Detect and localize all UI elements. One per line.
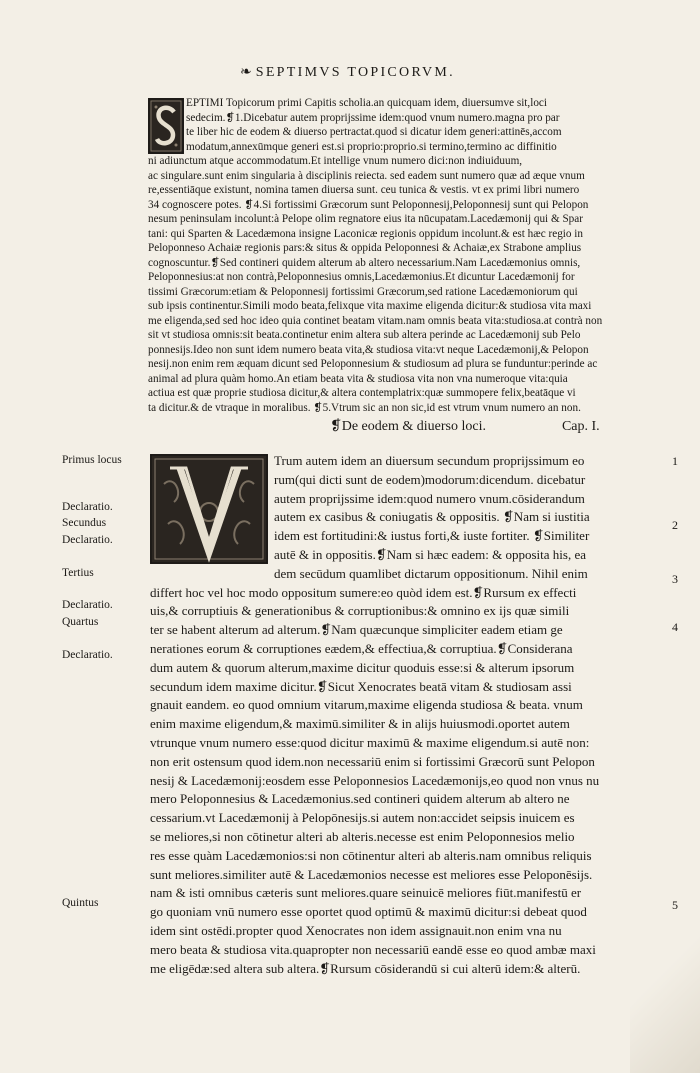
scholia-line: modatum,annexūmque generi est.si proprio:proprio.si termino,termino ac diffinitio <box>186 140 557 153</box>
margin-note: Declaratio. <box>62 501 113 513</box>
body-line: idem sint ostēdi.propter quod Xenocrates non idem assignauit.non enim vna nu <box>150 922 562 938</box>
scholia-line: nesij.non enim rem æquam dicunt sed Peloponnesium & studiosum ad plura se funduntur:perinde ac <box>148 358 598 370</box>
margin-note: Quintus <box>62 897 99 909</box>
body-line: uis,& corruptiuis & generationibus & corruptionibus:& omnino ex ijs quæ simili <box>150 603 570 619</box>
body-line: dum autem & quorum alterum,maxime dicitur quoduis esse:si & alterum ipsorum <box>150 659 575 675</box>
scholia-line: ac singulare.sunt enim singularia à disciplinis reiecta. sed eadem sunt numero quæ ad æque vnum <box>148 169 585 182</box>
margin-note: Primus locus <box>62 454 122 466</box>
body-line: se meliores,si non cōtinetur alteri ab alteris.necesse est enim Peloponnesios melio <box>150 828 575 844</box>
scholia-line: ponnesijs.Ideo non sunt idem numero beata vita,& studiosa vita:vt neque Lacedæmonij,& Pelopon <box>148 343 589 356</box>
body-line: nesij & Lacedæmonij:eosdem esse Peloponnesios Lacedæmonijs,eo quod non vnus nu <box>150 772 600 788</box>
paper-corner-wear <box>630 913 700 1073</box>
body-line: dem secūdum quamlibet dictarum oppositionum. Nihil enim <box>274 565 588 581</box>
margin-note: Declaratio. <box>62 534 113 546</box>
margin-note: Declaratio. <box>62 599 113 611</box>
body-line: mero Peloponnesius & Lacedæmonius.sed contineri quidem alterum ab altero ne <box>150 791 570 807</box>
body-line: differt hoc vel hoc modo oppositum sumere:eo quòd idem est.❡Rursum ex effecti <box>150 584 577 600</box>
scholia-line: cognoscuntur.❡Sed contineri quidem alterum ab altero necessarium.Nam Lacedæmonius omnis, <box>148 256 581 269</box>
scholia-line: Peloponneso Achaiæ regionis pars:& situs & oppida Peloponnesi & Achaiæ,ex Strabone amplius <box>148 242 582 254</box>
locus-number: 4 <box>672 620 678 634</box>
decorated-initial-s <box>148 98 184 154</box>
body-line: idem est fortitudini:& iustus forti,& iuste fortiter. ❡Similiter <box>274 528 590 544</box>
chapter-label: Cap. I. <box>561 419 600 434</box>
scholia-line: sedecim.❡1.Dicebatur autem proprijssime idem:quod vnum numero.magna pro par <box>186 111 560 124</box>
margin-note: Declaratio. <box>62 649 113 661</box>
body-line: autē & in oppositis.❡Nam si hæc eadem: & opposita his, ea <box>274 546 587 562</box>
locus-number: 2 <box>672 518 678 532</box>
section-heading <box>330 418 600 435</box>
body-line: sunt meliores.similiter autē & Lacedæmonios necesse est meliores esse Peloponēsijs. <box>150 866 593 882</box>
margin-note: Tertius <box>62 567 94 579</box>
body-line: autem proprijssime idem:quod numero vnum.cōsiderandum <box>274 490 585 506</box>
body-line: gnauit eandem. eo quod omnium vitarum,maxime eligenda studiosa & beata. vnum <box>150 697 583 713</box>
scholia-line: me eligenda,sed sed hoc ideo quia continet beatam vitam.nam omnis beata vita:studiosa.at contrà non <box>148 314 603 327</box>
body-line: cessarium.vt Lacedæmonij à Pelopōnesijs.si autem non:accidet seipsis inuicem es <box>150 810 575 826</box>
scholia-line: tani: qui Sparten & Lacedæmona insigne Laconicæ regionis oppidum incolunt.& est hæc regio in <box>148 227 583 240</box>
scholia-line: actiua est quæ proprie studiosa dicitur,& altera contemplatrix:quæ summopere felix,beatāque vi <box>148 387 576 399</box>
body-line: vtrunque vnum numero esse:quod dicitur maximū & maxime eligendum.si autē non: <box>150 734 590 750</box>
scholia-line: ni adiunctum atque accommodatum.Et intellige vnum numero dici:non indiuiduum, <box>148 155 523 167</box>
body-line: enim maxime eligendum,& maximū.similiter & in alijs huiusmodi.oportet autem <box>150 716 570 732</box>
body-line: secundum idem maxime dicitur.❡Sicut Xenocrates beatā vitam & studiosam assi <box>150 678 572 694</box>
scholia-line: nesum peninsulam incolunt:à Pelope olim regnatore eius ita nūcupatam.Lacedæmonij qui & Spar <box>148 213 583 225</box>
body-line: rum(qui dicti sunt de eodem)modorum:dicendum. dicebatur <box>274 471 586 487</box>
body-line: res esse quàm Lacedæmonios:si non cōtinentur alteri ab alteris.nam omnibus reliquis <box>150 847 592 863</box>
section-title: ❡De eodem & diuerso loci. <box>330 419 486 434</box>
margin-note: Secundus <box>62 517 107 529</box>
decorated-initial-v <box>150 454 268 564</box>
scholia-line: ta dicitur.& de vtraque in moralibus. ❡5.Vtrum sic an non sic,id est vtrum vnum numero an non. <box>148 401 581 414</box>
margin-note: Quartus <box>62 616 99 628</box>
locus-number: 1 <box>672 454 678 468</box>
locus-number: 5 <box>672 898 678 912</box>
running-header <box>240 64 455 81</box>
scholia-line: animal ad plura quàm homo.An etiam beata vita & studiosa vita non vna numeroque vita:quia <box>148 372 568 385</box>
running-header-title: SEPTIMVS TOPICORVM. <box>255 65 455 80</box>
scholia-line: tissimi Græcorum:etiam & Peloponnesij fortissimi Græcorum,sed ratione Lacedæmoniorum qui <box>148 285 578 298</box>
main-text-block <box>150 452 670 978</box>
body-line: nerationes eorum & corruptiones eædem,& effectiua,& corruptiua.❡Considerana <box>150 640 573 656</box>
body-line: nam & isti omnibus cæteris sunt meliores.quare seinuicē meliores fiūt.manifestū er <box>150 885 582 901</box>
scholia-line: te liber hic de eodem & diuerso pertractat.quod si dicatur idem generi:attinēs,accom <box>186 126 562 138</box>
body-line: ter se habent alterum ad alterum.❡Nam quæcunque simpliciter eadem etiam ge <box>150 622 563 638</box>
scholia-line: 34 cognoscere potes. ❡4.Si fortissimi Græcorum sunt Peloponnesij,Peloponnesij sunt qui Pelopon <box>148 198 589 211</box>
locus-number: 3 <box>672 572 678 586</box>
body-line: Trum autem idem an diuersum secundum proprijssimum eo <box>274 453 585 468</box>
body-line: go quoniam vnū numero esse oportet quod optimū & maximū dicitur:si debeat quod <box>150 904 587 920</box>
scholia-line: Peloponnesius:at non contrà,Peloponnesius omnis,Lacedæmonius.Et dicuntur Lacedæmonij for <box>148 271 575 283</box>
body-line: me eligēdæ:sed altera sub altera.❡Rursum cōsiderandū si cui alterū idem:& alterū. <box>150 960 581 976</box>
scholia-line: sit vt studiosa omnis:sit beata.continetur enim altera sub altera perinde ac Lacedæmonij sub Pelo <box>148 329 581 341</box>
scholia-block <box>148 96 664 415</box>
scholia-line: EPTIMI Topicorum primi Capitis scholia.an quicquam idem, diuersumve sit,loci <box>186 97 547 109</box>
body-line: mero beata & studiosa vita.quapropter non necessariū eandē esse eo quod ambæ maxi <box>150 941 596 957</box>
scholia-line: sub ipsis continentur.Simili modo beata,felixque vita maxime eligenda dicitur:& studiosa vita maxi <box>148 300 592 312</box>
body-line: non erit ostensum quod idem.non necessariū enim si fortissimi Græcorū sunt Pelopon <box>150 753 595 769</box>
body-line: autem ex casibus & coniugatis & oppositis. ❡Nam si iustitia <box>274 509 590 525</box>
scholia-line: re,essentiāque existunt, nomina tamen diuersa sunt. ceu tunica & vestis. vt ex primi libri numero <box>148 184 580 196</box>
fleuron-icon: ❧ <box>240 65 252 80</box>
